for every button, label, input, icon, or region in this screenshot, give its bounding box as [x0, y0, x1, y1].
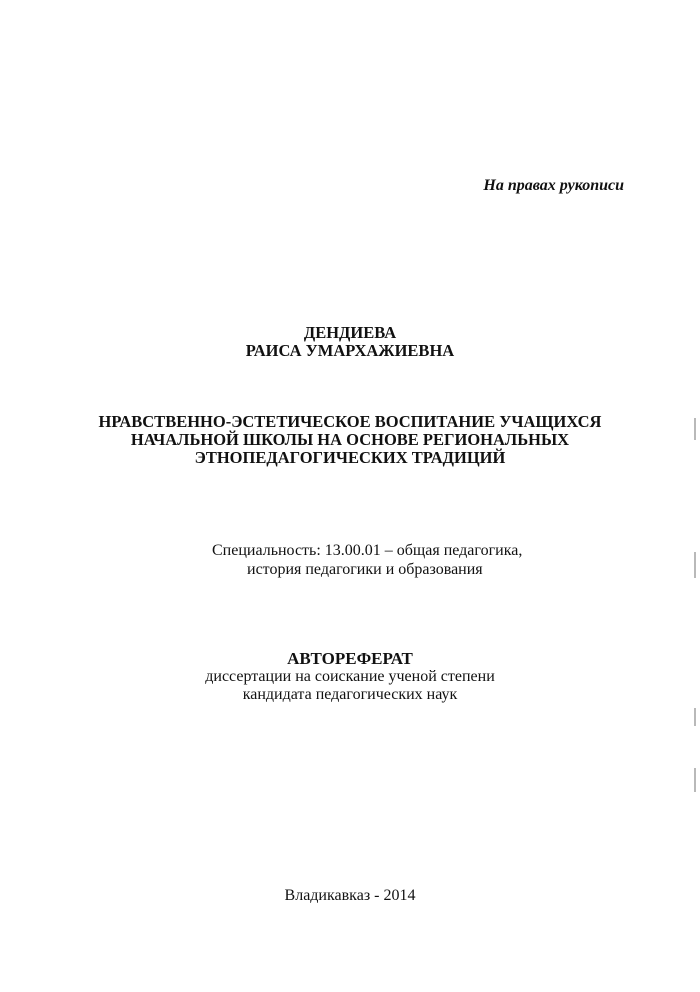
specialty-block — [0, 541, 700, 579]
scan-edge-mark — [694, 708, 696, 726]
scan-edge-marks — [692, 0, 696, 992]
author-surname: ДЕНДИЕВА — [303, 323, 397, 342]
specialty-description-line: история педагогики и образования — [247, 561, 483, 578]
dissertation-title-line: НРАВСТВЕННО-ЭСТЕТИЧЕСКОЕ ВОСПИТАНИЕ УЧАЩИХСЯ — [98, 412, 602, 431]
dissertation-title-line: НАЧАЛЬНОЙ ШКОЛЫ НА ОСНОВЕ РЕГИОНАЛЬНЫХ — [130, 430, 570, 449]
scan-edge-mark — [694, 768, 696, 792]
specialty-code-line: Специальность: 13.00.01 – общая педагогика, — [212, 542, 523, 559]
author-given-names: РАИСА УМАРХАЖИЕВНА — [245, 341, 455, 360]
abstract-degree-line: кандидата педагогических наук — [242, 686, 458, 703]
dissertation-title-line: ЭТНОПЕДАГОГИЧЕСКИХ ТРАДИЦИЙ — [194, 448, 506, 467]
abstract-purpose-line: диссертации на соискание ученой степени — [205, 668, 495, 685]
manuscript-rights-note: На правах рукописи — [483, 177, 624, 194]
abstract-heading: АВТОРЕФЕРАТ — [287, 649, 413, 668]
place-and-year: Владикавказ - 2014 — [284, 887, 416, 904]
